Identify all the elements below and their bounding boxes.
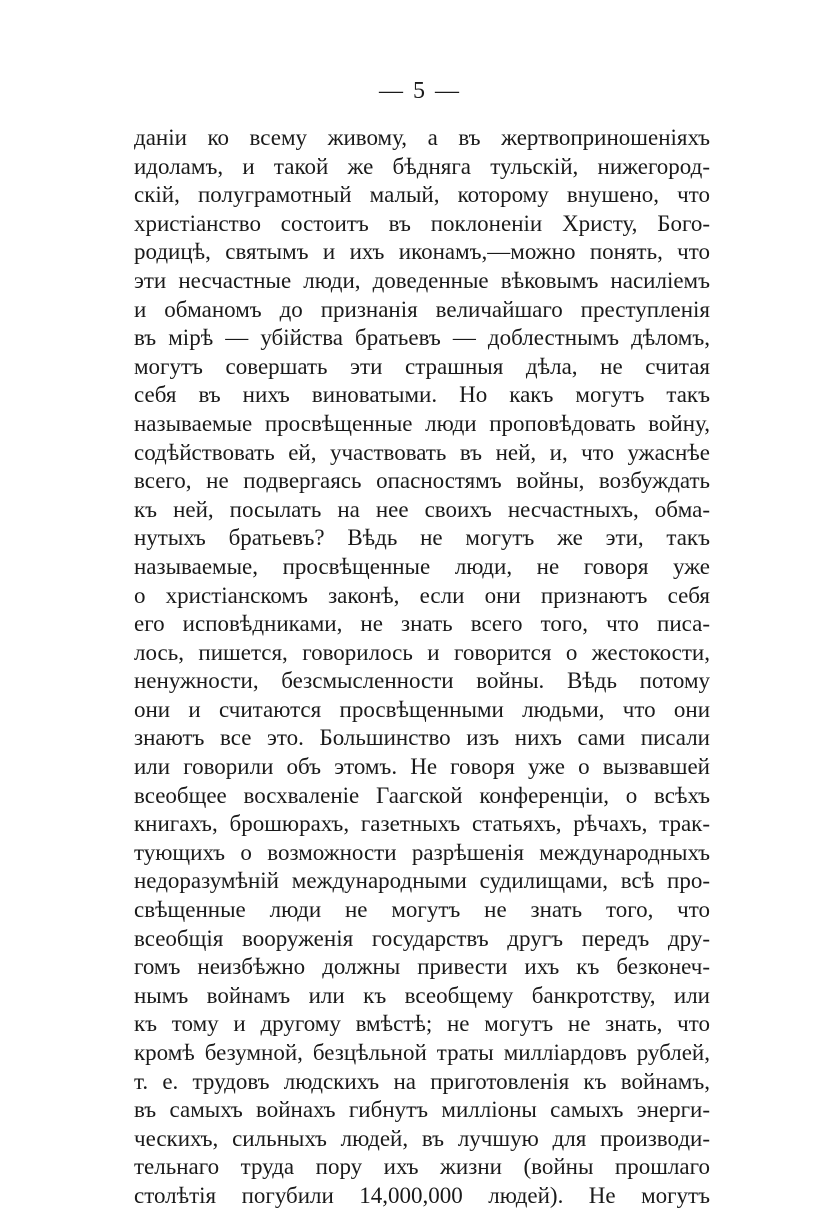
text-line: и обманомъ до признанiя величайшаго преступленiя xyxy=(134,296,710,322)
text-line: или говорили объ этомъ. Не говоря уже о вызвавшей xyxy=(134,754,710,780)
text-line: эти несчастные люди, доведенные вѣковымъ насилiемъ xyxy=(134,267,710,293)
body-text xyxy=(134,124,710,1211)
text-line: всеобщiя вооруженiя государствъ другъ передъ дру- xyxy=(134,925,710,951)
text-line: родицѣ, святымъ и ихъ иконамъ,—можно понять, что xyxy=(134,239,710,265)
text-line: могутъ совершать эти страшныя дѣла, не считая xyxy=(134,353,710,379)
text-line: нымъ войнамъ или къ всеобщему банкротству, или xyxy=(134,982,710,1008)
text-line: свѣщенные люди не могутъ не знать того, что xyxy=(134,897,710,923)
page-number: — 5 — xyxy=(379,78,461,104)
text-line: къ тому и другому вмѣстѣ; не могутъ не знать, что xyxy=(134,1011,710,1037)
text-line: называемые, просвѣщенные люди, не говоря уже xyxy=(134,553,710,579)
text-line: столѣтiя погубили 14,000,000 людей). Не могутъ xyxy=(134,1182,710,1208)
text-line: кромѣ безумной, безцѣльной траты миллiардовъ рублей, xyxy=(134,1040,710,1065)
text-line: данiи ко всему живому, а въ жертвоприношенiяхъ xyxy=(134,125,710,150)
text-line: о христiанскомъ законѣ, если они признаютъ себя xyxy=(134,582,710,608)
text-line: гомъ неизбѣжно должны привести ихъ къ безконеч- xyxy=(134,954,710,980)
text-line: т. е. трудовъ людскихъ на приготовленiя къ войнамъ, xyxy=(134,1068,710,1094)
text-line: нутыхъ братьевъ? Вѣдь не могутъ же эти, такъ xyxy=(134,525,710,551)
text-line: содѣйствовать ей, участвовать въ ней, и, что ужаснѣе xyxy=(134,439,710,465)
text-line: себя въ нихъ виноватыми. Но какъ могутъ такъ xyxy=(134,382,710,408)
text-line: въ самыхъ войнахъ гибнутъ миллiоны самыхъ энерги- xyxy=(134,1097,710,1123)
text-line: тельнаго труда пору ихъ жизни (войны прошлаго xyxy=(134,1154,710,1180)
text-line: христiанство состоитъ въ поклоненiи Христу, Бого- xyxy=(134,210,710,236)
text-line: ческихъ, сильныхъ людей, въ лучшую для производи- xyxy=(134,1125,710,1151)
text-line: знаютъ все это. Большинство изъ нихъ сами писали xyxy=(134,725,710,751)
text-line: недоразумѣнiй международными судилищами, всѣ про- xyxy=(134,868,710,894)
text-line: въ мiрѣ — убiйства братьевъ — доблестнымъ дѣломъ, xyxy=(134,325,710,351)
text-line: лось, пишется, говорилось и говорится о жестокости, xyxy=(134,639,710,665)
text-line: называемые просвѣщенные люди проповѣдовать войну, xyxy=(134,410,710,436)
text-line: всего, не подвергаясь опасностямъ войны, возбуждать xyxy=(134,468,710,494)
text-line: тующихъ о возможности разрѣшенiя международныхъ xyxy=(134,839,710,865)
text-line: идоламъ, и такой же бѣдняга тульскiй, нижегород- xyxy=(134,153,710,179)
text-line: къ ней, посылать на нее своихъ несчастныхъ, обма- xyxy=(134,496,710,522)
text-line: ненужности, безсмысленности войны. Вѣдь потому xyxy=(134,668,710,694)
text-line: книгахъ, брошюрахъ, газетныхъ статьяхъ, рѣчахъ, трак- xyxy=(134,811,710,837)
text-line: скiй, полуграмотный малый, которому внушено, что xyxy=(134,182,710,208)
text-line: они и считаются просвѣщенными людьми, что они xyxy=(134,696,710,722)
text-line: его исповѣдниками, не знать всего того, что писа- xyxy=(134,611,710,637)
text-line: всеобщее восхваленiе Гаагской конференцiи, о всѣхъ xyxy=(134,782,710,808)
